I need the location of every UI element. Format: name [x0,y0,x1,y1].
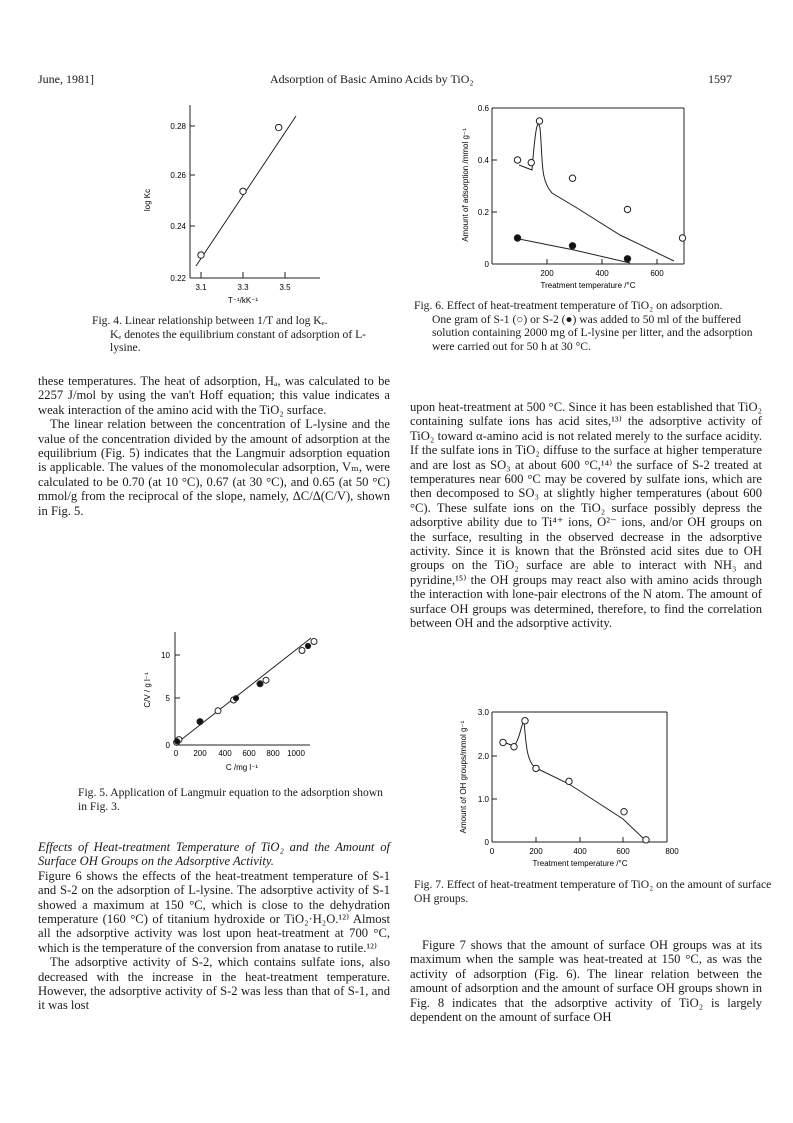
right-column-bottom [410,938,762,1024]
paragraph: The linear relation between the concentration of L-lysine and the value of the concentration divided by the amount of adsorption at the equilibrium (Fig. 5) indicates that the Langmuir adsorption equation is applicable. The values of the monomolecular adsorption, Vₘ, were calculated to be 0.70 (at 10 °C), 0.67 (at 30 °C), and 0.65 (at 50 °C) mmol/g from the reciprocal of the slope, namely, ΔC/Δ(C/V), shown in Fig. 5. [38,417,390,518]
fig7-xlabel: Treatment temperature /°C [532,859,628,868]
fig7-ytick: 3.0 [477,708,489,717]
fig7-caption [414,878,774,905]
fig4-caption-body: Kₑ denotes the equilibrium constant of adsorption of L-lysine. [110,327,367,355]
fig5-caption-text: Fig. 5. Application of Langmuir equation to the adsorption shown in Fig. 3. [78,786,383,813]
fig7-data-point [566,778,572,784]
fig5-xtick: 0 [173,749,179,758]
paragraph: The adsorptive activity of S-2, which contains sulfate ions, also decreased with the increase in the heat-treatment temperature. However, the adsorptive activity of S-2 was less than that of S-1, and it was lost [38,955,390,1013]
fig5-ylabel: C/V / g l⁻¹ [143,672,152,708]
fig7-data-point [500,739,506,745]
fig6-caption-title: Fig. 6. Effect of heat-treatment temperature of TiO₂ on adsorption. [414,299,723,312]
fig4-data-point [276,124,282,130]
fig7-xtick: 200 [529,847,543,856]
fig4-caption [92,314,392,355]
fig4-chart [130,100,360,310]
fig5-xtick: 600 [242,749,256,758]
fig6-ytick: 0 [484,260,489,269]
fig4-ylabel: log Kc [143,188,152,212]
fig7-ylabel: Amount of OH groups/mmol g⁻¹ [459,720,468,834]
fig6-ytick: 0.4 [477,156,489,165]
fig7-curve [503,722,645,840]
fig6-s1-point [569,175,575,181]
fig6-xtick: 200 [540,269,554,278]
fig5-xtick: 1000 [287,749,305,758]
fig4-points [198,124,282,258]
fig7-ytick: 1.0 [477,795,489,804]
fig4-xtick: 3.5 [279,283,291,292]
fig5-data-point [175,739,180,744]
fig6-s1-curve [519,124,674,261]
fig5-data-point [263,677,269,683]
fig5-data-point [299,648,305,654]
fig4-ytick: 0.26 [170,171,186,180]
paragraph: these temperatures. The heat of adsorption, Hₐ, was calculated to be 2257 J/mol by using the van't Hoff equation; this value indicates a weak interaction of the amino acid with the TiO₂ surface. [38,374,390,417]
fig5-data-point [311,639,317,645]
fig7-data-point [511,744,517,750]
fig6-s1-point [514,157,520,163]
fig4-ytick: 0.24 [170,222,186,231]
fig5-data-point [215,708,221,714]
fig7-chart [452,700,702,875]
fig5-ytick: 10 [161,651,170,660]
page-number: 1597 [708,72,732,86]
fig6-caption [414,299,774,353]
fig7-xtick: 0 [489,847,495,856]
fig6-s2-curve [519,239,630,263]
fig6-xlabel: Treatment temperature /°C [540,281,636,290]
paragraph: Figure 7 shows that the amount of surface OH groups was at its maximum when the sample was heat-treated at 150 °C, as was the activity of adsorption (Fig. 6). The linear relation between the amount of adsorption and the amount of surface OH groups shown in Fig. 8 indicates that the adsorptive activity of TiO₂ is largely dependent on the amount of surface OH [410,938,762,1025]
fig6-s1-point [536,118,542,124]
paragraph: Figure 6 shows the effects of the heat-treatment temperature of S-1 and S-2 on the adsorption of L-lysine. The adsorptive activity of S-1 showed a maximum at 150 °C, which is close to the dehydration temperature (160 °C) of titanium hydroxide or TiO₂·H₂O.¹²⁾ Almost all the adsorptive activity was lost upon heat-treatment at 700 °C, which is the temperature of the conversion from anatase to rutile.¹²⁾ [38,868,390,955]
left-column-top [38,374,390,518]
fig6-ytick: 0.6 [477,104,489,113]
fig6-chart [452,100,702,295]
fig5-xlabel: C /mg l⁻¹ [225,763,259,772]
fig6-xtick: 400 [595,269,609,278]
fig4-data-point [240,188,246,194]
fig7-data-point [621,808,627,814]
fig7-xtick: 400 [573,847,587,856]
fig6-s2-point [624,256,630,262]
fig5-data-point [305,643,310,648]
fig6-s2-point [514,235,520,241]
fig5-data-point [197,719,202,724]
fig4-xtick: 3.1 [195,283,207,292]
fig7-data-point [522,718,528,724]
fig7-data-point [643,837,649,843]
fig6-ytick: 0.2 [477,208,489,217]
fig4-ytick: 0.22 [170,274,186,283]
fig6-s1-point [528,159,534,165]
fig5-caption [78,786,388,813]
fig4-ytick: 0.28 [170,122,186,131]
fig4-caption-title: Fig. 4. Linear relationship between 1/T and log Kₑ. [92,314,328,327]
fig7-data-point [533,765,539,771]
running-header-title: Adsorption of Basic Amino Acids by TiO₂ [270,72,474,86]
fig6-ylabel: Amount of adsorption /mmol g⁻¹ [461,128,470,242]
fig4-xlabel: T⁻¹/kK⁻¹ [227,296,259,305]
fig6-xtick: 600 [650,269,664,278]
fig5-xtick: 800 [266,749,280,758]
fig5-ytick: 5 [165,694,170,703]
running-header-date: June, 1981] [38,72,94,86]
fig5-data-point [233,696,238,701]
left-column-bottom [38,840,390,1013]
fig5-ytick: 0 [165,741,170,750]
fig7-xtick: 600 [616,847,630,856]
fig5-xtick: 200 [193,749,207,758]
fig6-s1-point [624,206,630,212]
fig7-ytick: 2.0 [477,752,489,761]
fig7-xtick: 800 [665,847,679,856]
fig6-s1-point [679,235,685,241]
fig4-xtick: 3.3 [237,283,249,292]
fig5-data-point [257,681,262,686]
fig6-points [514,118,685,262]
paragraph: upon heat-treatment at 500 °C. Since it has been established that TiO₂ containing sulfate ions has acid sites,¹³⁾ the adsorptive activity of TiO₂ toward α-amino acid is not related merely to the surface acidity. If the sulfate ions in TiO₂ diffuse to the surface at higher temperature and are lost as SO₃ at about 600 °C,¹⁴⁾ the surface of S-2 treated at temperatures near 600 °C may be covered by sulfate ions, which are then decomposed to SO₃ at slightly higher temperatures (about 600 °C). These sulfate ions on the TiO₂ surface possibly depress the adsorptive ability due to Ti⁴⁺ ions, O²⁻ ions, and/or OH groups on the surface, resulting in the observed decrease in the adsorptive activity. Since it is known that the Brönsted acid sites due to OH groups on the TiO₂ surface are able to interact with NH₃ and pyridine,¹⁵⁾ the OH groups may react also with amino acids through the interaction with lone-pair electrons of the N atom. The amount of surface OH groups was determined, therefore, to find the correlation between OH and the adsorptive activity. [410,400,762,631]
fig5-chart [130,630,340,780]
fig7-ytick: 0 [484,838,489,847]
fig7-points [500,718,649,843]
right-column-top [410,400,762,631]
fig6-s2-point [569,243,575,249]
fig7-caption-text: Fig. 7. Effect of heat-treatment temperature of TiO₂ on the amount of surface OH groups. [414,878,772,905]
fig5-fit-line [177,638,311,743]
section-heading: Effects of Heat-treatment Temperature of TiO₂ and the Amount of Surface OH Groups on the Adsorptive Activity. [38,840,390,869]
fig6-caption-body: One gram of S-1 (○) or S-2 (●) was added to 50 ml of the buffered solution containing 2000 mg of L-lysine per litter, and the adsorption were carried out for 50 h at 30 °C. [432,312,753,353]
fig5-xtick: 400 [218,749,232,758]
fig4-data-point [198,252,204,258]
